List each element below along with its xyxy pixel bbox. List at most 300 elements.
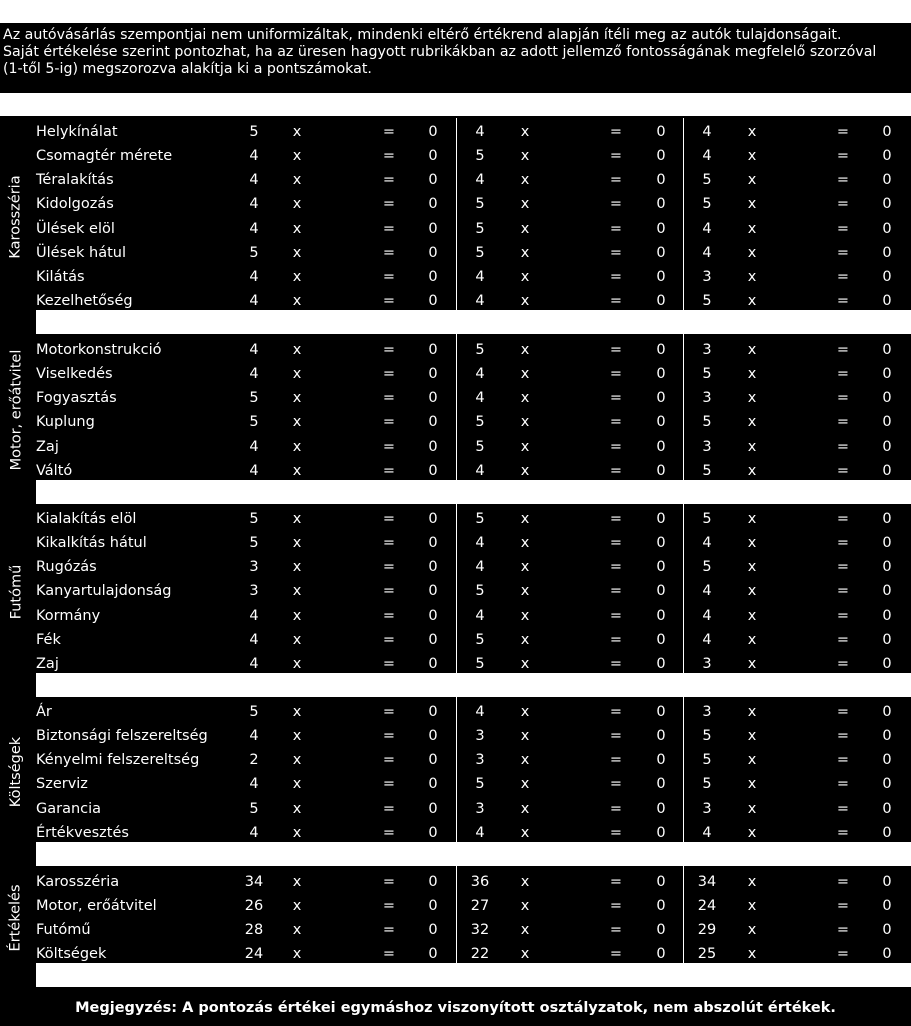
result-2: 0 <box>656 438 666 455</box>
result-3: 0 <box>882 390 892 407</box>
times-sign: x <box>292 390 302 407</box>
result-2: 0 <box>656 728 666 745</box>
result-1: 0 <box>428 922 438 939</box>
equals-sign: = <box>382 655 396 672</box>
row-label: Garancia <box>36 800 102 817</box>
equals-sign: = <box>836 607 850 624</box>
result-1: 0 <box>428 752 438 769</box>
equals-sign: = <box>836 776 850 793</box>
equals-sign: = <box>382 244 396 261</box>
equals-sign: = <box>836 631 850 648</box>
result-3: 0 <box>882 752 892 769</box>
score-2: 3 <box>475 752 485 769</box>
row-label: Viselkedés <box>36 366 113 383</box>
equals-sign: = <box>382 824 396 841</box>
result-1: 0 <box>428 414 438 431</box>
result-3: 0 <box>882 124 892 140</box>
times-sign: x <box>520 124 530 140</box>
times-sign: x <box>520 898 530 915</box>
table-row <box>0 531 911 555</box>
times-sign: x <box>520 776 530 793</box>
result-1: 0 <box>428 583 438 600</box>
equals-sign: = <box>382 414 396 431</box>
score-3: 3 <box>702 655 712 672</box>
score-2: 5 <box>475 655 485 672</box>
times-sign: x <box>747 898 757 915</box>
equals-sign: = <box>609 535 623 552</box>
equals-sign: = <box>836 220 850 237</box>
result-2: 0 <box>656 824 666 841</box>
equals-sign: = <box>382 172 396 189</box>
table-row <box>0 338 911 362</box>
result-1: 0 <box>428 438 438 455</box>
row-label: Kuplung <box>36 414 95 431</box>
equals-sign: = <box>836 728 850 745</box>
times-sign: x <box>292 800 302 817</box>
times-sign: x <box>520 874 530 890</box>
result-1: 0 <box>428 366 438 383</box>
times-sign: x <box>292 293 302 310</box>
section-title-text: Karosszéria <box>8 175 25 259</box>
score-1: 5 <box>249 244 259 261</box>
row-label: Kezelhetőség <box>36 293 133 310</box>
times-sign: x <box>520 559 530 576</box>
table-row <box>0 700 911 724</box>
result-3: 0 <box>882 148 892 165</box>
times-sign: x <box>520 268 530 285</box>
result-2: 0 <box>656 655 666 672</box>
times-sign: x <box>520 462 530 479</box>
result-1: 0 <box>428 800 438 817</box>
result-1: 0 <box>428 946 438 963</box>
equals-sign: = <box>609 511 623 527</box>
times-sign: x <box>520 631 530 648</box>
times-sign: x <box>747 800 757 817</box>
score-1: 3 <box>249 559 259 576</box>
row-label: Kidolgozás <box>36 196 114 213</box>
score-3: 4 <box>702 631 712 648</box>
table-row <box>0 604 911 628</box>
equals-sign: = <box>382 462 396 479</box>
equals-sign: = <box>382 390 396 407</box>
times-sign: x <box>292 704 302 720</box>
times-sign: x <box>292 244 302 261</box>
row-label: Ülések hátul <box>36 244 127 261</box>
score-2: 4 <box>475 390 485 407</box>
times-sign: x <box>520 704 530 720</box>
table-row <box>0 192 911 216</box>
row-label: Szerviz <box>36 776 88 793</box>
result-2: 0 <box>656 535 666 552</box>
times-sign: x <box>747 922 757 939</box>
header-white-bar <box>0 93 911 116</box>
result-2: 0 <box>656 800 666 817</box>
section-separator <box>36 673 911 697</box>
times-sign: x <box>292 462 302 479</box>
equals-sign: = <box>609 196 623 213</box>
result-3: 0 <box>882 414 892 431</box>
equals-sign: = <box>836 148 850 165</box>
times-sign: x <box>747 342 757 358</box>
times-sign: x <box>292 607 302 624</box>
times-sign: x <box>292 148 302 165</box>
times-sign: x <box>747 124 757 140</box>
equals-sign: = <box>836 268 850 285</box>
score-2: 4 <box>475 607 485 624</box>
times-sign: x <box>292 559 302 576</box>
result-3: 0 <box>882 728 892 745</box>
score-3: 5 <box>702 293 712 310</box>
equals-sign: = <box>836 124 850 140</box>
row-label: Karosszéria <box>36 874 120 890</box>
result-1: 0 <box>428 607 438 624</box>
equals-sign: = <box>382 196 396 213</box>
score-2: 4 <box>475 268 485 285</box>
score-1: 4 <box>249 196 259 213</box>
result-2: 0 <box>656 124 666 140</box>
equals-sign: = <box>609 922 623 939</box>
result-2: 0 <box>656 148 666 165</box>
score-1: 5 <box>249 511 259 527</box>
result-3: 0 <box>882 268 892 285</box>
result-2: 0 <box>656 366 666 383</box>
times-sign: x <box>747 244 757 261</box>
table-row <box>0 386 911 410</box>
score-3: 4 <box>702 124 712 140</box>
score-3: 3 <box>702 268 712 285</box>
equals-sign: = <box>382 535 396 552</box>
equals-sign: = <box>609 172 623 189</box>
row-label: Helykínálat <box>36 124 118 140</box>
times-sign: x <box>292 824 302 841</box>
intro-line-3: (1-től 5-ig) megszorozva alakítja ki a pontszámokat. <box>3 61 372 77</box>
row-label: Ár <box>36 704 52 720</box>
score-1: 4 <box>249 462 259 479</box>
result-3: 0 <box>882 631 892 648</box>
result-2: 0 <box>656 244 666 261</box>
equals-sign: = <box>382 874 396 890</box>
section-title-text: Értékelés <box>8 884 25 952</box>
result-3: 0 <box>882 244 892 261</box>
equals-sign: = <box>609 414 623 431</box>
result-1: 0 <box>428 535 438 552</box>
table-row <box>0 241 911 265</box>
score-3: 5 <box>702 172 712 189</box>
times-sign: x <box>747 728 757 745</box>
times-sign: x <box>747 559 757 576</box>
row-label: Zaj <box>36 655 59 672</box>
score-3: 4 <box>702 244 712 261</box>
table-row <box>0 265 911 289</box>
result-2: 0 <box>656 293 666 310</box>
times-sign: x <box>520 293 530 310</box>
section-separator <box>36 310 911 334</box>
result-3: 0 <box>882 607 892 624</box>
score-1: 24 <box>244 946 264 963</box>
equals-sign: = <box>836 342 850 358</box>
result-1: 0 <box>428 390 438 407</box>
score-1: 4 <box>249 342 259 358</box>
score-3: 3 <box>702 438 712 455</box>
score-2: 36 <box>470 874 490 890</box>
result-3: 0 <box>882 776 892 793</box>
score-1: 4 <box>249 268 259 285</box>
equals-sign: = <box>382 438 396 455</box>
score-1: 5 <box>249 390 259 407</box>
table-row <box>0 870 911 894</box>
times-sign: x <box>520 535 530 552</box>
result-3: 0 <box>882 898 892 915</box>
result-3: 0 <box>882 559 892 576</box>
score-2: 4 <box>475 462 485 479</box>
intro-line-2: Saját értékelése szerint pontozhat, ha az üresen hagyott rubrikákban az adott jellemző fontosságának megfelelő szorzóval <box>3 44 877 60</box>
result-1: 0 <box>428 898 438 915</box>
times-sign: x <box>747 390 757 407</box>
score-1: 34 <box>244 874 264 890</box>
equals-sign: = <box>609 874 623 890</box>
equals-sign: = <box>382 607 396 624</box>
table-row <box>0 144 911 168</box>
table-row <box>0 918 911 942</box>
result-1: 0 <box>428 293 438 310</box>
row-label: Kialakítás elöl <box>36 511 137 527</box>
row-label: Futómű <box>36 922 91 939</box>
result-2: 0 <box>656 583 666 600</box>
row-label: Rugózás <box>36 559 97 576</box>
score-2: 5 <box>475 342 485 358</box>
equals-sign: = <box>836 414 850 431</box>
equals-sign: = <box>382 220 396 237</box>
result-1: 0 <box>428 124 438 140</box>
equals-sign: = <box>609 293 623 310</box>
equals-sign: = <box>836 390 850 407</box>
times-sign: x <box>747 148 757 165</box>
result-2: 0 <box>656 220 666 237</box>
times-sign: x <box>520 244 530 261</box>
times-sign: x <box>292 172 302 189</box>
equals-sign: = <box>609 366 623 383</box>
equals-sign: = <box>382 366 396 383</box>
times-sign: x <box>520 220 530 237</box>
times-sign: x <box>747 293 757 310</box>
score-2: 5 <box>475 583 485 600</box>
result-1: 0 <box>428 559 438 576</box>
row-label: Értékvesztés <box>36 824 129 841</box>
times-sign: x <box>292 776 302 793</box>
times-sign: x <box>747 874 757 890</box>
section-separator <box>36 842 911 866</box>
times-sign: x <box>292 874 302 890</box>
result-2: 0 <box>656 898 666 915</box>
equals-sign: = <box>382 124 396 140</box>
table-row <box>0 410 911 434</box>
row-label: Kanyartulajdonság <box>36 583 172 600</box>
times-sign: x <box>292 583 302 600</box>
result-2: 0 <box>656 922 666 939</box>
result-2: 0 <box>656 752 666 769</box>
result-1: 0 <box>428 655 438 672</box>
result-3: 0 <box>882 366 892 383</box>
table-row <box>0 507 911 531</box>
score-3: 34 <box>697 874 717 890</box>
equals-sign: = <box>836 559 850 576</box>
result-3: 0 <box>882 583 892 600</box>
score-3: 4 <box>702 583 712 600</box>
times-sign: x <box>747 462 757 479</box>
times-sign: x <box>292 535 302 552</box>
score-3: 5 <box>702 728 712 745</box>
result-2: 0 <box>656 511 666 527</box>
score-3: 3 <box>702 342 712 358</box>
equals-sign: = <box>836 946 850 963</box>
times-sign: x <box>520 438 530 455</box>
equals-sign: = <box>609 559 623 576</box>
score-2: 4 <box>475 293 485 310</box>
times-sign: x <box>292 728 302 745</box>
result-1: 0 <box>428 704 438 720</box>
table-row <box>0 435 911 459</box>
times-sign: x <box>747 631 757 648</box>
score-1: 4 <box>249 776 259 793</box>
equals-sign: = <box>382 148 396 165</box>
times-sign: x <box>520 922 530 939</box>
row-label: Váltó <box>36 462 73 479</box>
score-2: 32 <box>470 922 490 939</box>
score-1: 4 <box>249 293 259 310</box>
row-label: Zaj <box>36 438 59 455</box>
times-sign: x <box>292 898 302 915</box>
score-1: 4 <box>249 172 259 189</box>
times-sign: x <box>292 220 302 237</box>
score-3: 4 <box>702 607 712 624</box>
equals-sign: = <box>836 366 850 383</box>
equals-sign: = <box>609 800 623 817</box>
result-1: 0 <box>428 148 438 165</box>
score-2: 5 <box>475 776 485 793</box>
times-sign: x <box>520 946 530 963</box>
times-sign: x <box>747 776 757 793</box>
equals-sign: = <box>836 244 850 261</box>
table-row <box>0 894 911 918</box>
equals-sign: = <box>382 752 396 769</box>
equals-sign: = <box>836 438 850 455</box>
times-sign: x <box>292 366 302 383</box>
equals-sign: = <box>836 874 850 890</box>
result-2: 0 <box>656 946 666 963</box>
section-title-text: Motor, erőátvitel <box>8 350 24 471</box>
equals-sign: = <box>609 438 623 455</box>
times-sign: x <box>520 752 530 769</box>
score-2: 5 <box>475 148 485 165</box>
result-1: 0 <box>428 196 438 213</box>
score-3: 3 <box>702 390 712 407</box>
times-sign: x <box>520 800 530 817</box>
result-2: 0 <box>656 559 666 576</box>
row-label: Biztonsági felszereltség <box>36 728 208 745</box>
score-1: 4 <box>249 366 259 383</box>
score-1: 5 <box>249 535 259 552</box>
result-3: 0 <box>882 293 892 310</box>
score-2: 5 <box>475 438 485 455</box>
equals-sign: = <box>382 704 396 720</box>
times-sign: x <box>520 390 530 407</box>
score-3: 3 <box>702 704 712 720</box>
result-2: 0 <box>656 631 666 648</box>
equals-sign: = <box>382 946 396 963</box>
score-2: 4 <box>475 124 485 140</box>
score-3: 5 <box>702 196 712 213</box>
score-3: 4 <box>702 535 712 552</box>
row-label: Fogyasztás <box>36 390 117 407</box>
result-1: 0 <box>428 342 438 358</box>
row-label: Kényelmi felszereltség <box>36 752 200 769</box>
equals-sign: = <box>836 752 850 769</box>
row-label: Költségek <box>36 946 107 963</box>
result-3: 0 <box>882 462 892 479</box>
times-sign: x <box>747 366 757 383</box>
score-2: 4 <box>475 824 485 841</box>
result-1: 0 <box>428 244 438 261</box>
score-2: 5 <box>475 511 485 527</box>
times-sign: x <box>520 172 530 189</box>
row-label: Ülések elöl <box>36 220 115 237</box>
score-2: 5 <box>475 414 485 431</box>
result-1: 0 <box>428 631 438 648</box>
times-sign: x <box>520 414 530 431</box>
score-3: 5 <box>702 559 712 576</box>
equals-sign: = <box>382 268 396 285</box>
score-2: 3 <box>475 728 485 745</box>
times-sign: x <box>520 655 530 672</box>
equals-sign: = <box>836 655 850 672</box>
score-3: 5 <box>702 752 712 769</box>
equals-sign: = <box>836 462 850 479</box>
result-1: 0 <box>428 172 438 189</box>
table-row <box>0 362 911 386</box>
score-1: 28 <box>244 922 264 939</box>
equals-sign: = <box>609 776 623 793</box>
equals-sign: = <box>382 511 396 527</box>
score-3: 5 <box>702 414 712 431</box>
score-1: 4 <box>249 655 259 672</box>
times-sign: x <box>292 631 302 648</box>
score-3: 4 <box>702 220 712 237</box>
result-3: 0 <box>882 172 892 189</box>
score-1: 4 <box>249 148 259 165</box>
result-3: 0 <box>882 438 892 455</box>
score-2: 4 <box>475 704 485 720</box>
times-sign: x <box>747 511 757 527</box>
times-sign: x <box>520 583 530 600</box>
score-2: 5 <box>475 220 485 237</box>
intro-line-1: Az autóvásárlás szempontjai nem uniformizáltak, mindenki eltérő értékrend alapján ítéli meg az autók tulajdonságait. <box>3 27 842 43</box>
table-row <box>0 555 911 579</box>
result-1: 0 <box>428 220 438 237</box>
equals-sign: = <box>382 800 396 817</box>
equals-sign: = <box>609 824 623 841</box>
times-sign: x <box>292 414 302 431</box>
result-1: 0 <box>428 824 438 841</box>
result-3: 0 <box>882 535 892 552</box>
result-1: 0 <box>428 728 438 745</box>
equals-sign: = <box>609 342 623 358</box>
times-sign: x <box>520 728 530 745</box>
table-row <box>0 797 911 821</box>
score-3: 24 <box>697 898 717 915</box>
table-row <box>0 579 911 603</box>
equals-sign: = <box>609 946 623 963</box>
score-3: 5 <box>702 462 712 479</box>
